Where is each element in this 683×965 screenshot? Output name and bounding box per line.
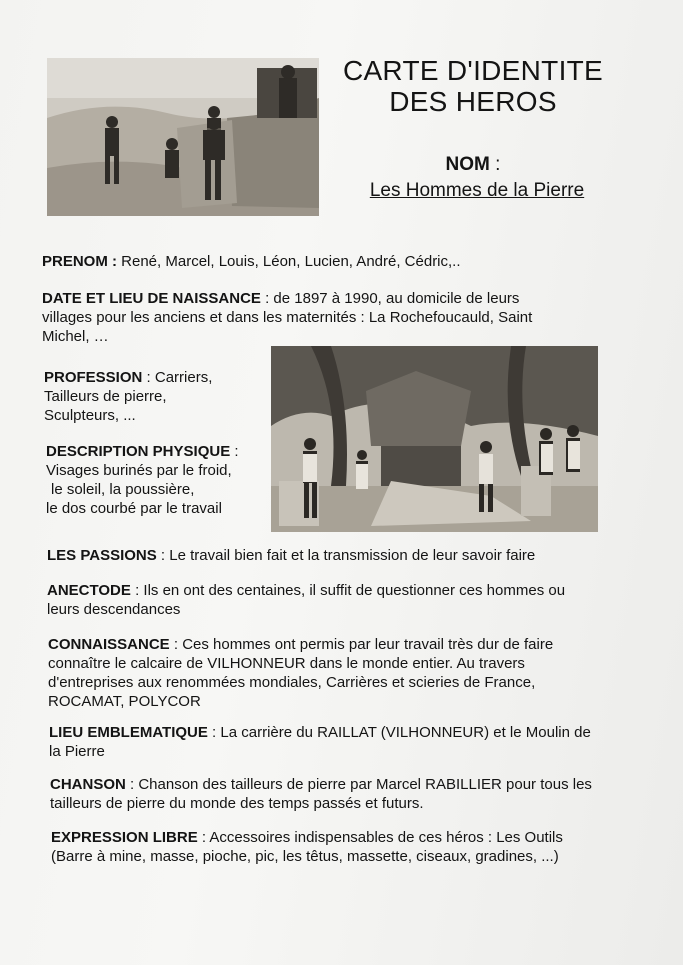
field-chanson [50, 775, 660, 813]
field-value: : Carriers, [142, 369, 213, 386]
card-title-line1: CARTE D'IDENTITE [342, 55, 604, 86]
field-label: DESCRIPTION PHYSIQUE [46, 443, 231, 460]
field-value: : Chanson des tailleurs de pierre par Marcel RABILLIER pour tous les [125, 776, 592, 793]
field-label: CONNAISSANCE [48, 636, 170, 653]
field-label: ANECTODE [47, 582, 131, 599]
field-value: : Le travail bien fait et la transmission de leur savoir faire [156, 547, 536, 564]
nom-label: NOM [445, 154, 490, 175]
field-expression-libre [51, 828, 661, 866]
field-label: PROFESSION [44, 369, 143, 386]
quarry-workers-photo [47, 58, 319, 216]
field-value: : Ces hommes ont permis par leur travail très dur de faire [169, 636, 554, 653]
nom-value: Les Hommes de la Pierre [369, 180, 585, 201]
field-value: ROCAMAT, POLYCOR [48, 693, 201, 710]
field-value: d'entreprises aux renommées mondiales, Carrières et scieries de France, [48, 674, 536, 691]
field-value: Sculpteurs, ... [44, 407, 136, 424]
field-label: DATE ET LIEU DE NAISSANCE [42, 290, 261, 307]
field-lieu-emblematique [49, 723, 649, 761]
field-value: villages pour les anciens et dans les maternités : La Rochefoucauld, Saint [42, 309, 533, 326]
field-label: LIEU EMBLEMATIQUE [49, 724, 208, 741]
field-label: LES PASSIONS [47, 547, 157, 564]
field-value: : [230, 443, 239, 460]
field-label: CHANSON [50, 776, 126, 793]
field-date-lieu-naissance [42, 289, 642, 346]
field-value: leurs descendances [47, 601, 181, 618]
card-title [318, 55, 628, 117]
field-passions [47, 546, 535, 565]
field-value: : de 1897 à 1990, au domicile de leurs [260, 290, 520, 307]
field-value: la Pierre [49, 743, 105, 760]
field-prenom [42, 252, 461, 271]
field-value: connaître le calcaire de VILHONNEUR dans le monde entier. Au travers [48, 655, 525, 672]
field-anecdote [47, 581, 647, 619]
field-value: Michel, … [42, 328, 109, 345]
field-value: le soleil, la poussière, [51, 481, 195, 498]
card-title-line2: DES HEROS [389, 86, 557, 117]
field-value: : La carrière du RAILLAT (VILHONNEUR) et le Moulin de [207, 724, 591, 741]
field-value: Visages burinés par le froid, [46, 462, 232, 479]
field-description-physique [46, 442, 239, 518]
field-value: le dos courbé par le travail [46, 500, 222, 517]
field-connaissance [48, 635, 648, 711]
field-profession [44, 368, 212, 425]
nom-heading [318, 154, 628, 176]
field-value: tailleurs de pierre du monde des temps passés et futurs. [50, 795, 424, 812]
field-value: Tailleurs de pierre, [44, 388, 167, 405]
field-label: PRENOM : [42, 253, 117, 270]
field-value: (Barre à mine, masse, pioche, pic, les têtus, massette, ciseaux, gradines, ...) [51, 848, 559, 865]
field-label: EXPRESSION LIBRE [51, 829, 198, 846]
field-value: René, Marcel, Louis, Léon, Lucien, André, Cédric,.. [117, 253, 461, 270]
field-value: : Accessoires indispensables de ces héros : Les Outils [197, 829, 563, 846]
stone-workshop-photo [271, 346, 598, 532]
field-value: : Ils en ont des centaines, il suffit de questionner ces hommes ou [130, 582, 566, 599]
nom-separator: : [489, 154, 501, 175]
